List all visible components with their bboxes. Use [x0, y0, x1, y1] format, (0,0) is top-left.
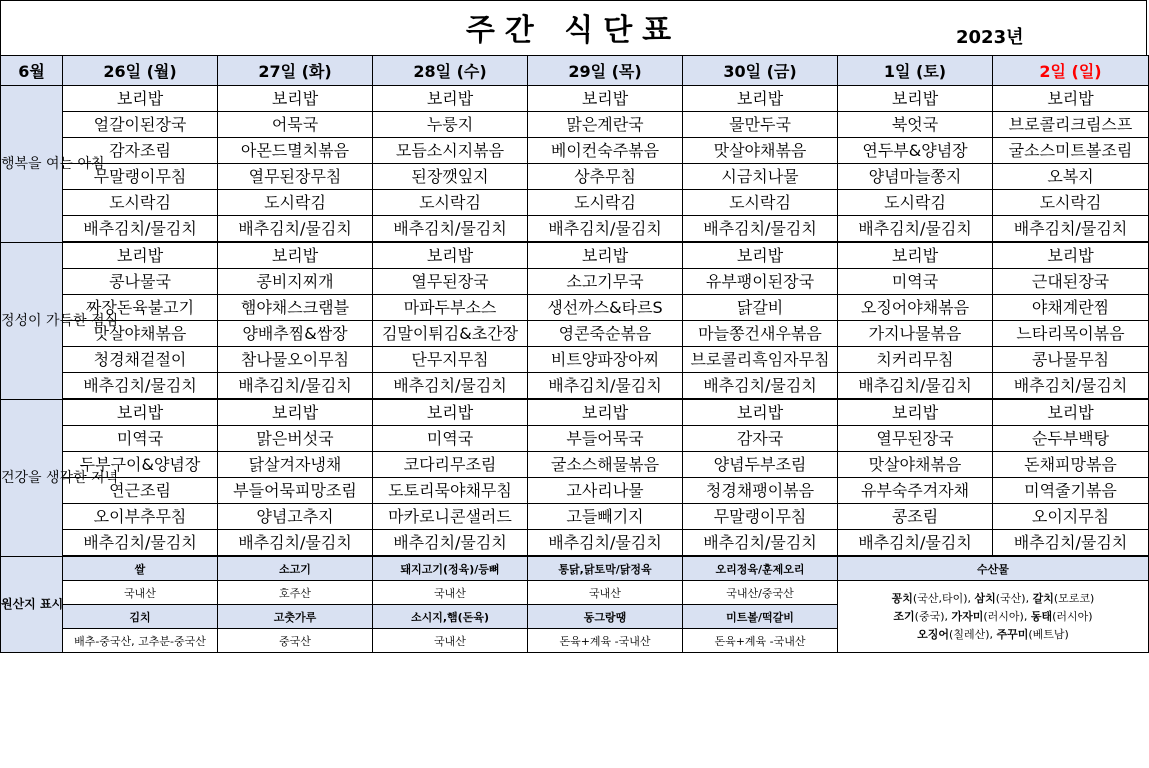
menu-cell: 아몬드멸치볶음: [218, 138, 373, 164]
seafood-header: 수산물: [838, 556, 1149, 581]
menu-cell: 도시락김: [838, 190, 993, 216]
menu-cell: 미역줄기볶음: [993, 478, 1149, 504]
menu-cell: 마파두부소스: [373, 295, 528, 321]
menu-cell: 보리밥: [373, 242, 528, 269]
origin-value: 국내산: [63, 581, 218, 605]
menu-cell: 보리밥: [683, 242, 838, 269]
menu-cell: 미역국: [373, 426, 528, 452]
menu-cell: 콩비지찌개: [218, 269, 373, 295]
menu-cell: 보리밥: [993, 242, 1149, 269]
day-header-row: [1, 56, 1149, 86]
menu-cell: 보리밥: [683, 399, 838, 426]
year-label: 2023년: [956, 27, 1024, 48]
menu-cell: 청경채팽이볶음: [683, 478, 838, 504]
menu-cell: 배추김치/물김치: [838, 530, 993, 557]
menu-cell: 배추김치/물김치: [218, 530, 373, 557]
menu-cell: 배추김치/물김치: [838, 216, 993, 243]
menu-cell: 배추김치/물김치: [373, 373, 528, 400]
seafood-origin: (러시아): [983, 609, 1024, 623]
meal-label: 정성이 가득한 점심: [1, 242, 63, 399]
seafood-origin: (모로코): [1053, 591, 1095, 605]
menu-row: [1, 138, 1149, 164]
menu-cell: 배추김치/물김치: [373, 216, 528, 243]
origin-label: 원산지 표시: [1, 556, 63, 653]
origin-item: 통닭,닭토막/닭정육: [528, 556, 683, 581]
menu-cell: 된장깻잎지: [373, 164, 528, 190]
day-header: 1일 (토): [838, 56, 993, 86]
menu-cell: 양배추찜&쌈장: [218, 321, 373, 347]
menu-cell: 돈채피망볶음: [993, 452, 1149, 478]
origin-row: [1, 581, 1149, 605]
menu-row: [1, 164, 1149, 190]
menu-cell: 짜장돈육불고기: [63, 295, 218, 321]
menu-cell: 야채계란찜: [993, 295, 1149, 321]
menu-cell: 배추김치/물김치: [528, 216, 683, 243]
seafood-origin: (러시아): [1052, 609, 1093, 623]
menu-cell: 시금치나물: [683, 164, 838, 190]
origin-item: 오리정육/훈제오리: [683, 556, 838, 581]
origin-item: 고춧가루: [218, 605, 373, 629]
menu-cell: 콩나물국: [63, 269, 218, 295]
menu-cell: 보리밥: [838, 242, 993, 269]
seafood-name: 동태: [1030, 609, 1053, 623]
seafood-line: 조기(중국), 가자미(러시아), 동태(러시아): [893, 609, 1093, 623]
menu-cell: 상추무침: [528, 164, 683, 190]
seafood-name: 가자미: [951, 609, 984, 623]
menu-cell: 보리밥: [528, 242, 683, 269]
menu-row: [1, 373, 1149, 400]
day-header: 29일 (목): [528, 56, 683, 86]
menu-cell: 고들빼기지: [528, 504, 683, 530]
menu-cell: 치커리무침: [838, 347, 993, 373]
menu-cell: 북엇국: [838, 112, 993, 138]
menu-cell: 김말이튀김&초간장: [373, 321, 528, 347]
menu-cell: 누룽지: [373, 112, 528, 138]
menu-row: [1, 242, 1149, 269]
menu-cell: 열무된장국: [373, 269, 528, 295]
origin-item: 미트볼/떡갈비: [683, 605, 838, 629]
menu-row: [1, 399, 1149, 426]
menu-cell: 굴소스해물볶음: [528, 452, 683, 478]
menu-cell: 브로콜리크림스프: [993, 112, 1149, 138]
menu-cell: 보리밥: [63, 86, 218, 112]
origin-value: 국내산/중국산: [683, 581, 838, 605]
seafood-origin: (중국): [914, 609, 945, 623]
menu-cell: 오복지: [993, 164, 1149, 190]
seafood-name: 갈치: [1032, 591, 1054, 605]
menu-row: [1, 86, 1149, 112]
seafood-name: 꽁치: [891, 591, 913, 605]
seafood-origin: (국산,타이): [912, 591, 968, 605]
menu-cell: 보리밥: [528, 86, 683, 112]
menu-cell: 생선까스&타르S: [528, 295, 683, 321]
menu-cell: 열무된장무침: [218, 164, 373, 190]
seafood-origin: (칠레산): [949, 627, 990, 641]
menu-cell: 도토리묵야채무침: [373, 478, 528, 504]
origin-value: 국내산: [373, 629, 528, 653]
menu-cell: 오이부추무침: [63, 504, 218, 530]
menu-cell: 열무된장국: [838, 426, 993, 452]
day-header: 28일 (수): [373, 56, 528, 86]
menu-cell: 닭갈비: [683, 295, 838, 321]
menu-row: [1, 426, 1149, 452]
seafood-line: 꽁치(국산,타이), 삼치(국산), 갈치(모로코): [891, 591, 1095, 605]
seafood-line: 오징어(칠레산), 주꾸미(베트남): [917, 627, 1069, 641]
menu-cell: 배추김치/물김치: [373, 530, 528, 557]
menu-cell: 코다리무조림: [373, 452, 528, 478]
menu-cell: 배추김치/물김치: [528, 373, 683, 400]
origin-value: 돈육+계육 -국내산: [683, 629, 838, 653]
menu-cell: 마카로니콘샐러드: [373, 504, 528, 530]
menu-cell: 감자국: [683, 426, 838, 452]
menu-cell: 고사리나물: [528, 478, 683, 504]
menu-row: [1, 112, 1149, 138]
menu-cell: 무말랭이무침: [63, 164, 218, 190]
menu-cell: 연근조림: [63, 478, 218, 504]
menu-cell: 보리밥: [218, 242, 373, 269]
menu-cell: 두부구이&양념장: [63, 452, 218, 478]
menu-cell: 배추김치/물김치: [683, 530, 838, 557]
menu-cell: 부들어묵국: [528, 426, 683, 452]
origin-item: 동그랑땡: [528, 605, 683, 629]
origin-item: 쌀: [63, 556, 218, 581]
meal-label: 건강을 생각한 저녁: [1, 399, 63, 556]
menu-cell: 브로콜리흑임자무침: [683, 347, 838, 373]
menu-cell: 도시락김: [683, 190, 838, 216]
menu-cell: 보리밥: [63, 242, 218, 269]
day-header: 30일 (금): [683, 56, 838, 86]
seafood-origins: [838, 581, 1149, 653]
menu-cell: 청경채겉절이: [63, 347, 218, 373]
menu-cell: 콩나물무침: [993, 347, 1149, 373]
menu-cell: 양념두부조림: [683, 452, 838, 478]
menu-row: [1, 452, 1149, 478]
menu-cell: 굴소스미트볼조림: [993, 138, 1149, 164]
menu-cell: 맛살야채볶음: [683, 138, 838, 164]
menu-cell: 닭살겨자냉채: [218, 452, 373, 478]
menu-cell: 비트양파장아찌: [528, 347, 683, 373]
menu-cell: 도시락김: [373, 190, 528, 216]
menu-row: [1, 295, 1149, 321]
origin-value: 중국산: [218, 629, 373, 653]
menu-cell: 보리밥: [838, 86, 993, 112]
menu-cell: 미역국: [63, 426, 218, 452]
origin-item: 김치: [63, 605, 218, 629]
menu-cell: 도시락김: [993, 190, 1149, 216]
menu-cell: 보리밥: [63, 399, 218, 426]
menu-row: [1, 321, 1149, 347]
origin-row: [1, 556, 1149, 581]
menu-cell: 맑은버섯국: [218, 426, 373, 452]
menu-cell: 유부숙주겨자채: [838, 478, 993, 504]
seafood-origin: (베트남): [1028, 627, 1069, 641]
menu-cell: 소고기무국: [528, 269, 683, 295]
menu-cell: 콩조림: [838, 504, 993, 530]
month-label: 6월: [1, 56, 63, 86]
menu-cell: 도시락김: [63, 190, 218, 216]
menu-cell: 단무지무침: [373, 347, 528, 373]
menu-cell: 배추김치/물김치: [218, 216, 373, 243]
menu-cell: 맛살야채볶음: [63, 321, 218, 347]
menu-cell: 베이컨숙주볶음: [528, 138, 683, 164]
menu-cell: 배추김치/물김치: [683, 216, 838, 243]
menu-cell: 배추김치/물김치: [63, 530, 218, 557]
menu-cell: 양념마늘쫑지: [838, 164, 993, 190]
day-header: 27일 (화): [218, 56, 373, 86]
menu-cell: 배추김치/물김치: [838, 373, 993, 400]
menu-cell: 어묵국: [218, 112, 373, 138]
menu-cell: 부들어묵피망조림: [218, 478, 373, 504]
menu-row: [1, 269, 1149, 295]
menu-cell: 배추김치/물김치: [993, 373, 1149, 400]
origin-section: [1, 556, 1149, 653]
menu-cell: 배추김치/물김치: [993, 216, 1149, 243]
menu-row: [1, 478, 1149, 504]
seafood-name: 조기: [893, 609, 915, 623]
menu-row: [1, 347, 1149, 373]
menu-row: [1, 216, 1149, 243]
menu-cell: 보리밥: [528, 399, 683, 426]
menu-cell: 햄야채스크램블: [218, 295, 373, 321]
meal-label: 행복을 여는 아침: [1, 86, 63, 243]
menu-cell: 보리밥: [838, 399, 993, 426]
menu-body: [1, 86, 1149, 557]
menu-cell: 양념고추지: [218, 504, 373, 530]
menu-cell: 유부팽이된장국: [683, 269, 838, 295]
menu-cell: 참나물오이무침: [218, 347, 373, 373]
menu-cell: 감자조림: [63, 138, 218, 164]
seafood-name: 삼치: [974, 591, 996, 605]
menu-cell: 얼갈이된장국: [63, 112, 218, 138]
menu-cell: 맛살야채볶음: [838, 452, 993, 478]
origin-item: 돼지고기(정육)/등뼈: [373, 556, 528, 581]
menu-cell: 도시락김: [218, 190, 373, 216]
seafood-name: 주꾸미: [996, 627, 1029, 641]
menu-cell: 맑은계란국: [528, 112, 683, 138]
origin-value: 국내산: [528, 581, 683, 605]
menu-row: [1, 504, 1149, 530]
day-header: 26일 (월): [63, 56, 218, 86]
menu-cell: 보리밥: [373, 399, 528, 426]
menu-cell: 도시락김: [528, 190, 683, 216]
day-header-sunday: 2일 (일): [993, 56, 1149, 86]
menu-cell: 보리밥: [993, 86, 1149, 112]
menu-cell: 근대된장국: [993, 269, 1149, 295]
menu-cell: 느타리목이볶음: [993, 321, 1149, 347]
menu-cell: 물만두국: [683, 112, 838, 138]
page-title: 주간 식단표: [465, 13, 682, 48]
menu-cell: 배추김치/물김치: [993, 530, 1149, 557]
origin-item: 소고기: [218, 556, 373, 581]
menu-cell: 연두부&양념장: [838, 138, 993, 164]
menu-cell: 배추김치/물김치: [218, 373, 373, 400]
menu-cell: 배추김치/물김치: [528, 530, 683, 557]
menu-cell: 보리밥: [993, 399, 1149, 426]
origin-item: 소시지,햄(돈육): [373, 605, 528, 629]
menu-cell: 배추김치/물김치: [683, 373, 838, 400]
menu-cell: 보리밥: [218, 86, 373, 112]
weekly-menu-table: [0, 55, 1149, 653]
menu-row: [1, 530, 1149, 557]
menu-cell: 마늘쫑건새우볶음: [683, 321, 838, 347]
menu-row: [1, 190, 1149, 216]
title-bar: [0, 0, 1147, 56]
menu-cell: 무말랭이무침: [683, 504, 838, 530]
menu-cell: 배추김치/물김치: [63, 373, 218, 400]
menu-cell: 오이지무침: [993, 504, 1149, 530]
origin-value: 배추-중국산, 고추분-중국산: [63, 629, 218, 653]
seafood-name: 오징어: [917, 627, 950, 641]
origin-value: 호주산: [218, 581, 373, 605]
origin-value: 국내산: [373, 581, 528, 605]
origin-value: 돈육+계육 -국내산: [528, 629, 683, 653]
menu-cell: 가지나물볶음: [838, 321, 993, 347]
menu-cell: 미역국: [838, 269, 993, 295]
menu-cell: 보리밥: [218, 399, 373, 426]
seafood-origin: (국산): [995, 591, 1026, 605]
menu-cell: 영콘죽순볶음: [528, 321, 683, 347]
menu-cell: 보리밥: [373, 86, 528, 112]
menu-cell: 보리밥: [683, 86, 838, 112]
menu-cell: 순두부백탕: [993, 426, 1149, 452]
menu-cell: 배추김치/물김치: [63, 216, 218, 243]
menu-cell: 모듬소시지볶음: [373, 138, 528, 164]
menu-cell: 오징어야채볶음: [838, 295, 993, 321]
